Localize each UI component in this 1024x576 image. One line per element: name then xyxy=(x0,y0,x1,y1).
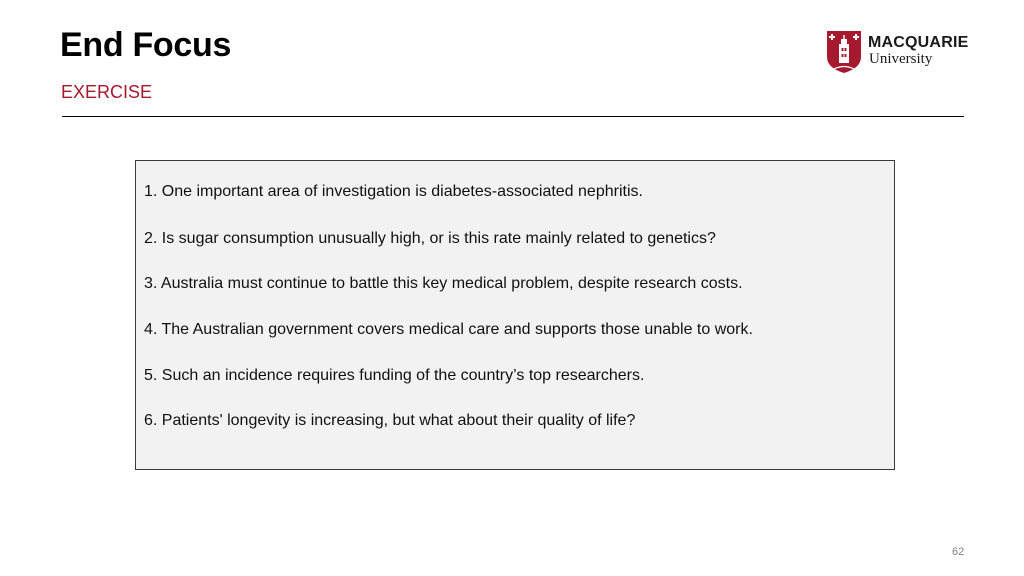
university-logo xyxy=(826,30,976,76)
shield-crest-icon xyxy=(826,30,862,74)
page-number: 62 xyxy=(952,546,965,558)
logo-name: MACQUARIE xyxy=(868,34,969,51)
exercise-item-4: 4. The Australian government covers medical care and supports those unable to work. xyxy=(144,321,753,338)
slide-title: End Focus xyxy=(60,26,232,64)
exercise-item-5: 5. Such an incidence requires funding of the country’s top researchers. xyxy=(144,367,645,384)
title-divider xyxy=(62,116,964,117)
logo-subname: University xyxy=(869,51,933,67)
exercise-item-1: 1. One important area of investigation is diabetes-associated nephritis. xyxy=(144,183,643,200)
exercise-box xyxy=(135,160,895,470)
exercise-item-6: 6. Patients' longevity is increasing, but what about their quality of life? xyxy=(144,412,636,429)
slide-subtitle: EXERCISE xyxy=(61,82,153,102)
exercise-item-3: 3. Australia must continue to battle this key medical problem, despite research costs. xyxy=(144,275,743,292)
exercise-item-2: 2. Is sugar consumption unusually high, or is this rate mainly related to genetics? xyxy=(144,230,716,247)
